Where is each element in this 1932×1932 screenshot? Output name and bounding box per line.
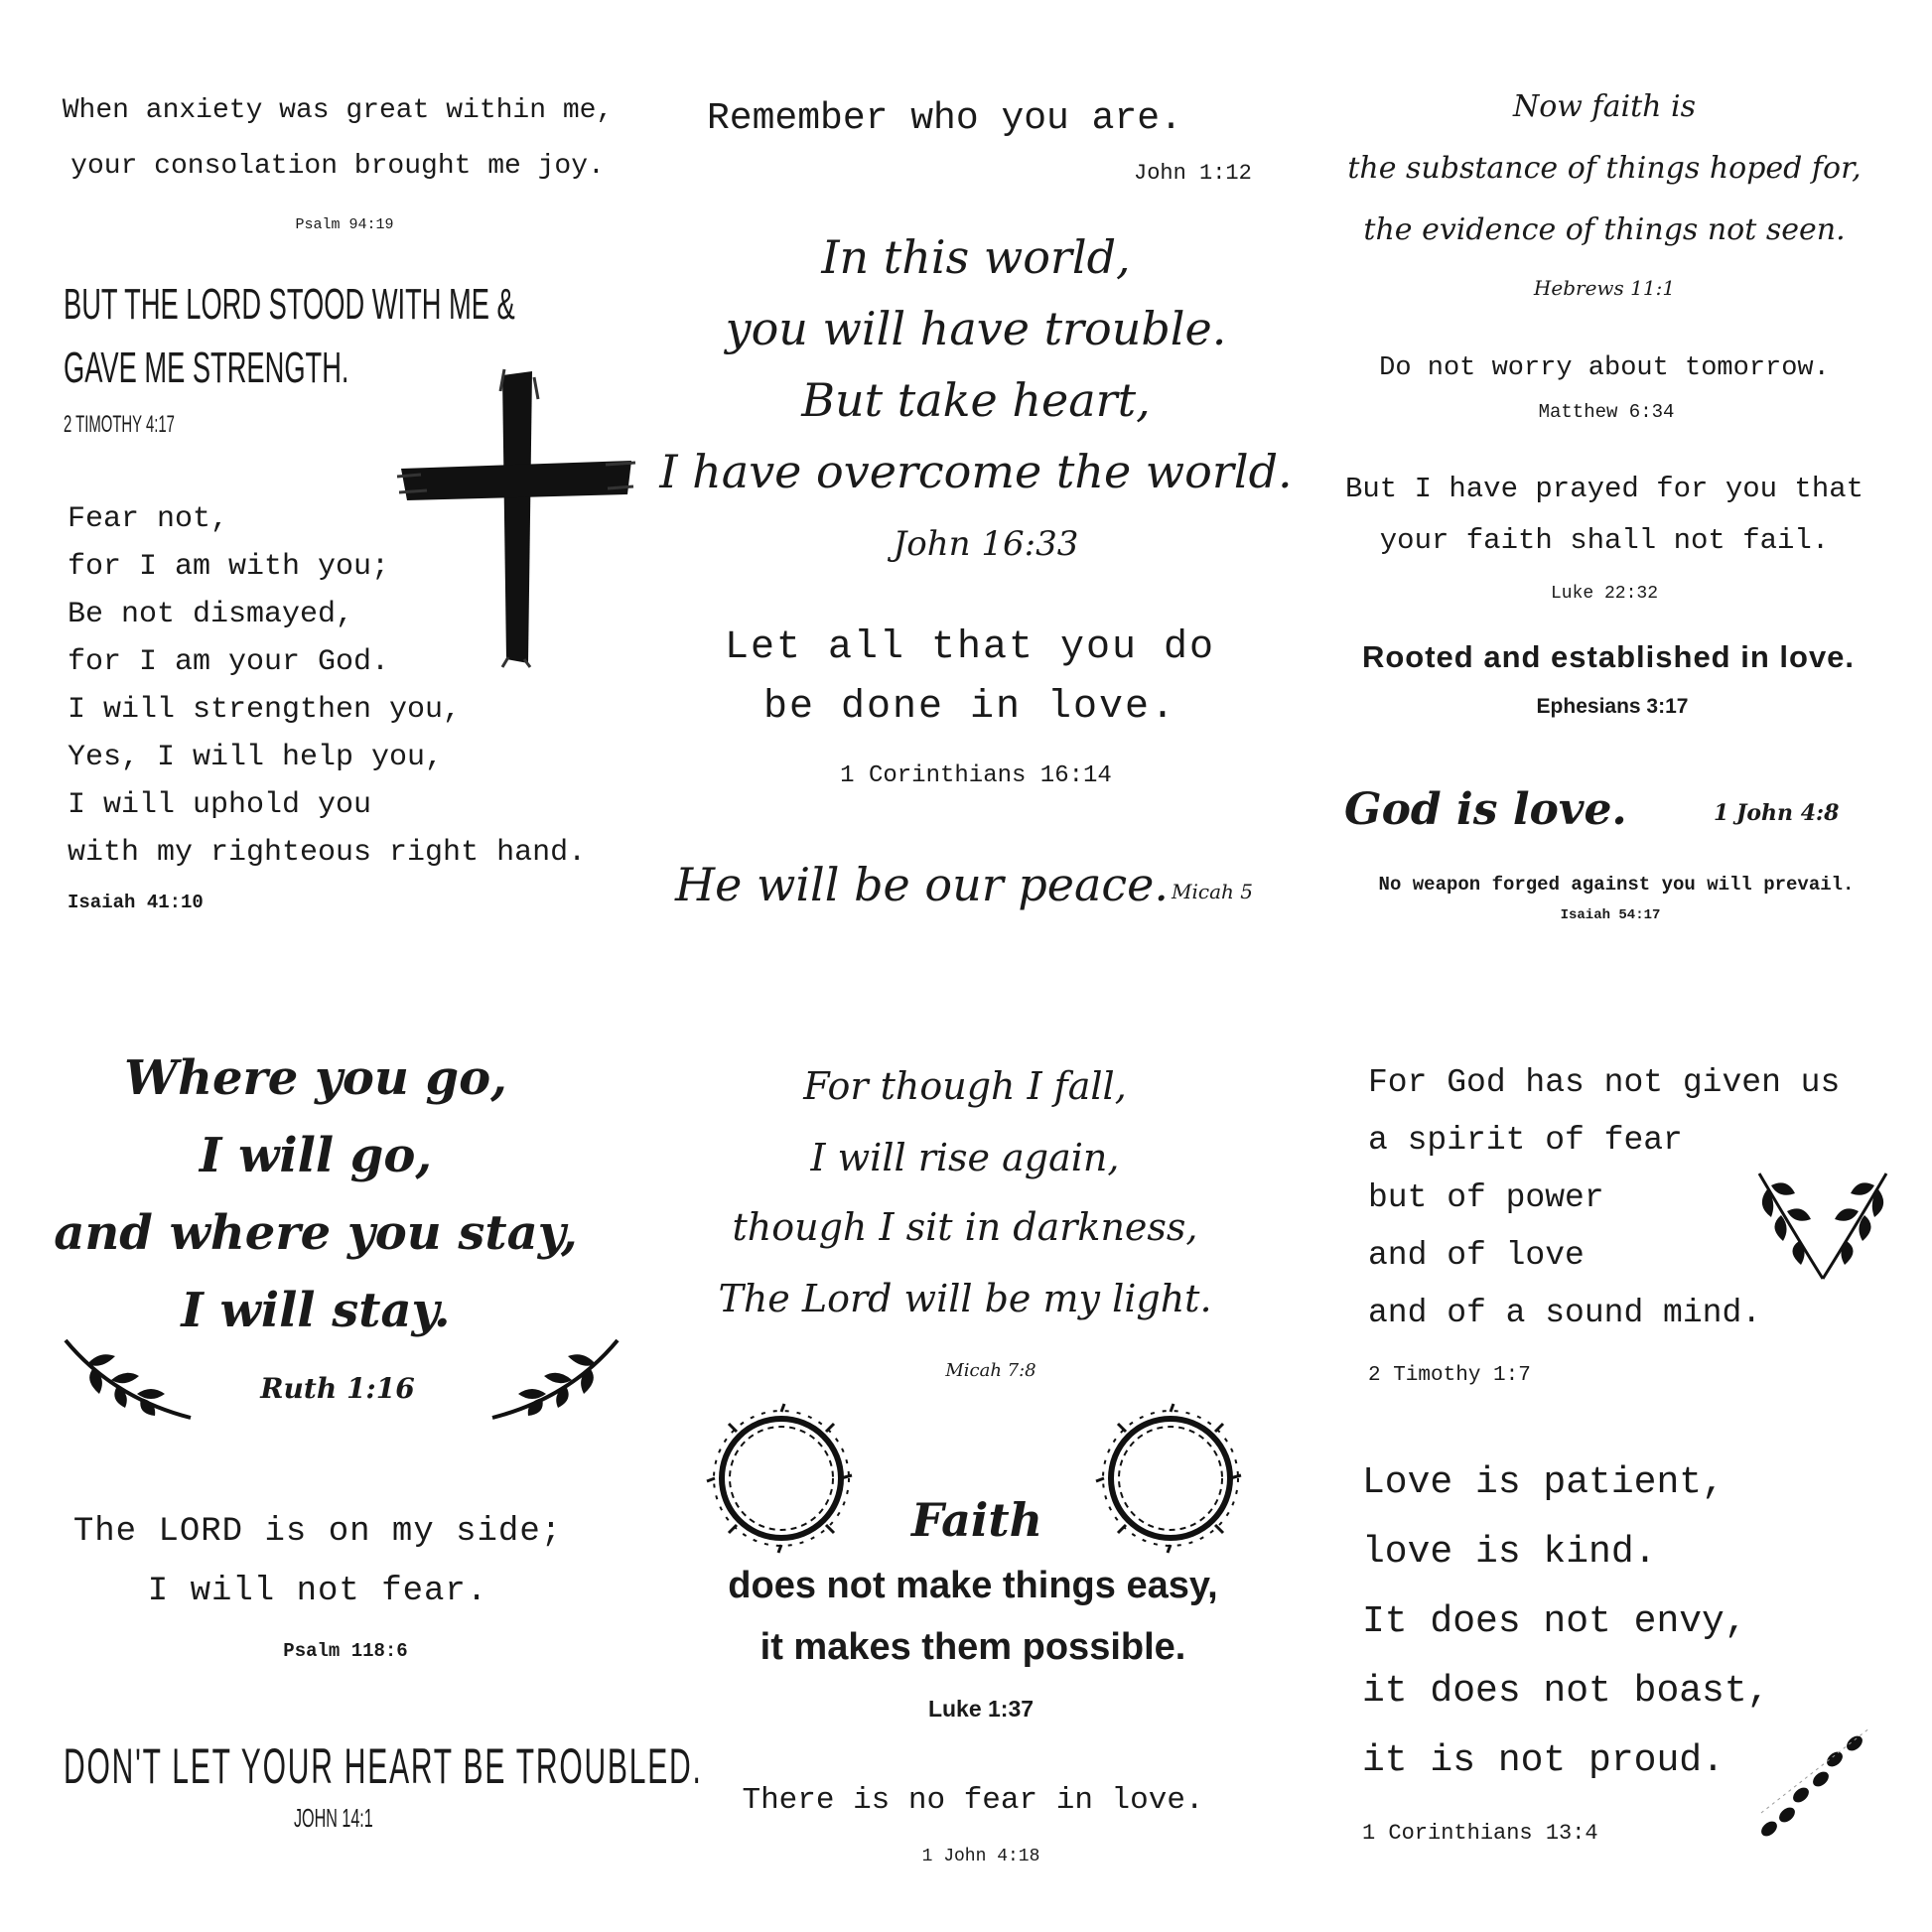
verse-line: but of power [1368, 1179, 1604, 1216]
faith-title: Faith [910, 1493, 1043, 1547]
verse-line: and of a sound mind. [1368, 1295, 1762, 1331]
ref-1-cor-13-4: 1 Corinthians 13:4 [1362, 1821, 1598, 1846]
verse-line: I will stay. [181, 1283, 451, 1338]
ref-luke-22-32: Luke 22:32 [1550, 584, 1659, 604]
verse-psalm-94-19-line-1: When anxiety was great within me, [62, 95, 614, 126]
verse-line: I will strengthen you, [68, 693, 462, 727]
verse-line: For God has not given us [1368, 1064, 1841, 1101]
verse-line: I will go, [199, 1128, 433, 1183]
verse-line: I have overcome the world. [659, 445, 1293, 498]
ref-isaiah-54-17: Isaiah 54:17 [1560, 907, 1661, 923]
verse-line: and of love [1368, 1237, 1585, 1274]
ref-matthew-6-34: Matthew 6:34 [1538, 401, 1675, 423]
verse-matthew-6-34: Do not worry about tomorrow. [1379, 353, 1830, 383]
verse-line: it does not boast, [1362, 1670, 1770, 1713]
verse-luke-1-37-line-1: does not make things easy, [728, 1565, 1218, 1606]
verse-1-cor-16-14-line-2: be done in love. [762, 685, 1177, 730]
verse-line: In this world, [821, 230, 1131, 284]
verse-line: Where you go, [124, 1050, 507, 1106]
laurel-icon [490, 1338, 620, 1420]
verse-line: The Lord will be my light. [718, 1277, 1212, 1320]
verse-line: you will have trouble. [725, 302, 1227, 355]
verse-micah-5: He will be our peace. [675, 858, 1170, 911]
verse-line: for I am with you; [68, 550, 390, 584]
verse-line: with my righteous right hand. [68, 836, 587, 870]
ref-micah-7-8: Micah 7:8 [945, 1360, 1036, 1381]
verse-psalm-118-6-line-2: I will not fear. [147, 1573, 488, 1610]
verse-1-john-4-8: God is love. [1344, 784, 1627, 835]
verse-line: But take heart, [801, 373, 1151, 427]
verse-line: Fear not, [68, 502, 229, 536]
ref-micah-5: Micah 5 [1172, 880, 1253, 903]
ref-john-1-12: John 1:12 [1134, 161, 1252, 186]
crown-of-thorns-icon [1096, 1404, 1245, 1553]
verse-line: Love is patient, [1362, 1461, 1725, 1504]
ref-hebrews-11-1: Hebrews 11:1 [1533, 276, 1676, 300]
verse-2-timothy-4-17-line-2: GAVE ME STRENGTH. [64, 344, 349, 392]
ref-1-john-4-8: 1 John 4:8 [1714, 800, 1840, 826]
verse-line: and where you stay, [54, 1205, 578, 1261]
verse-isaiah-54-17: No weapon forged against you will prevail. [1378, 874, 1855, 896]
verse-line: I will rise again, [810, 1136, 1120, 1179]
verse-line: a spirit of fear [1368, 1122, 1683, 1159]
verse-line: Be not dismayed, [68, 598, 354, 631]
verse-line: it is not proud. [1362, 1739, 1725, 1782]
ref-ruth-1-16: Ruth 1:16 [260, 1372, 415, 1405]
verse-ephesians-3-17: Rooted and established in love. [1361, 639, 1856, 674]
ref-isaiah-41-10: Isaiah 41:10 [68, 892, 204, 913]
verse-line: the substance of things hoped for, [1347, 151, 1862, 186]
crown-of-thorns-icon [707, 1404, 856, 1553]
verse-luke-22-32-line-2: your faith shall not fail. [1379, 524, 1830, 557]
ref-2-timothy-4-17: 2 TIMOTHY 4:17 [64, 411, 175, 438]
verse-psalm-118-6-line-1: The LORD is on my side; [72, 1513, 563, 1551]
verse-john-1-12: Remember who you are. [707, 97, 1182, 140]
laurel-icon [1753, 1172, 1892, 1281]
ref-psalm-94-19: Psalm 94:19 [295, 216, 394, 233]
verse-line: love is kind. [1362, 1531, 1657, 1574]
ref-ephesians-3-17: Ephesians 3:17 [1536, 695, 1689, 718]
verse-line: I will uphold you [68, 788, 372, 822]
verse-line: For though I fall, [803, 1064, 1127, 1108]
verse-line: for I am your God. [68, 645, 390, 679]
ref-john-14-1: JOHN 14:1 [294, 1803, 373, 1833]
verse-luke-1-37-line-2: it makes them possible. [759, 1626, 1186, 1668]
verse-2-timothy-4-17-line-1: BUT THE LORD STOOD WITH ME & [64, 280, 515, 329]
footprints-icon [1761, 1724, 1880, 1843]
ref-psalm-118-6: Psalm 118:6 [283, 1640, 408, 1662]
laurel-icon [64, 1338, 193, 1420]
verse-psalm-94-19-line-2: your consolation brought me joy. [70, 151, 605, 182]
verse-line: It does not envy, [1362, 1600, 1747, 1643]
ref-1-cor-16-14: 1 Corinthians 16:14 [840, 762, 1112, 789]
ref-luke-1-37: Luke 1:37 [927, 1696, 1035, 1722]
verse-line: Yes, I will help you, [68, 741, 444, 774]
ref-1-john-4-18: 1 John 4:18 [921, 1847, 1040, 1866]
verse-line: the evidence of things not seen. [1363, 212, 1846, 247]
verse-luke-22-32-line-1: But I have prayed for you that [1344, 473, 1864, 505]
cross-icon [397, 369, 635, 667]
ref-2-timothy-1-7: 2 Timothy 1:7 [1368, 1364, 1531, 1387]
verse-1-john-4-18: There is no fear in love. [742, 1783, 1204, 1818]
verse-line: though I sit in darkness, [732, 1205, 1198, 1249]
verse-line: Now faith is [1512, 89, 1697, 124]
verse-john-14-1: DON'T LET YOUR HEART BE TROUBLED. [64, 1738, 703, 1794]
ref-john-16-33: John 16:33 [893, 524, 1079, 564]
verse-1-cor-16-14-line-1: Let all that you do [724, 625, 1216, 670]
